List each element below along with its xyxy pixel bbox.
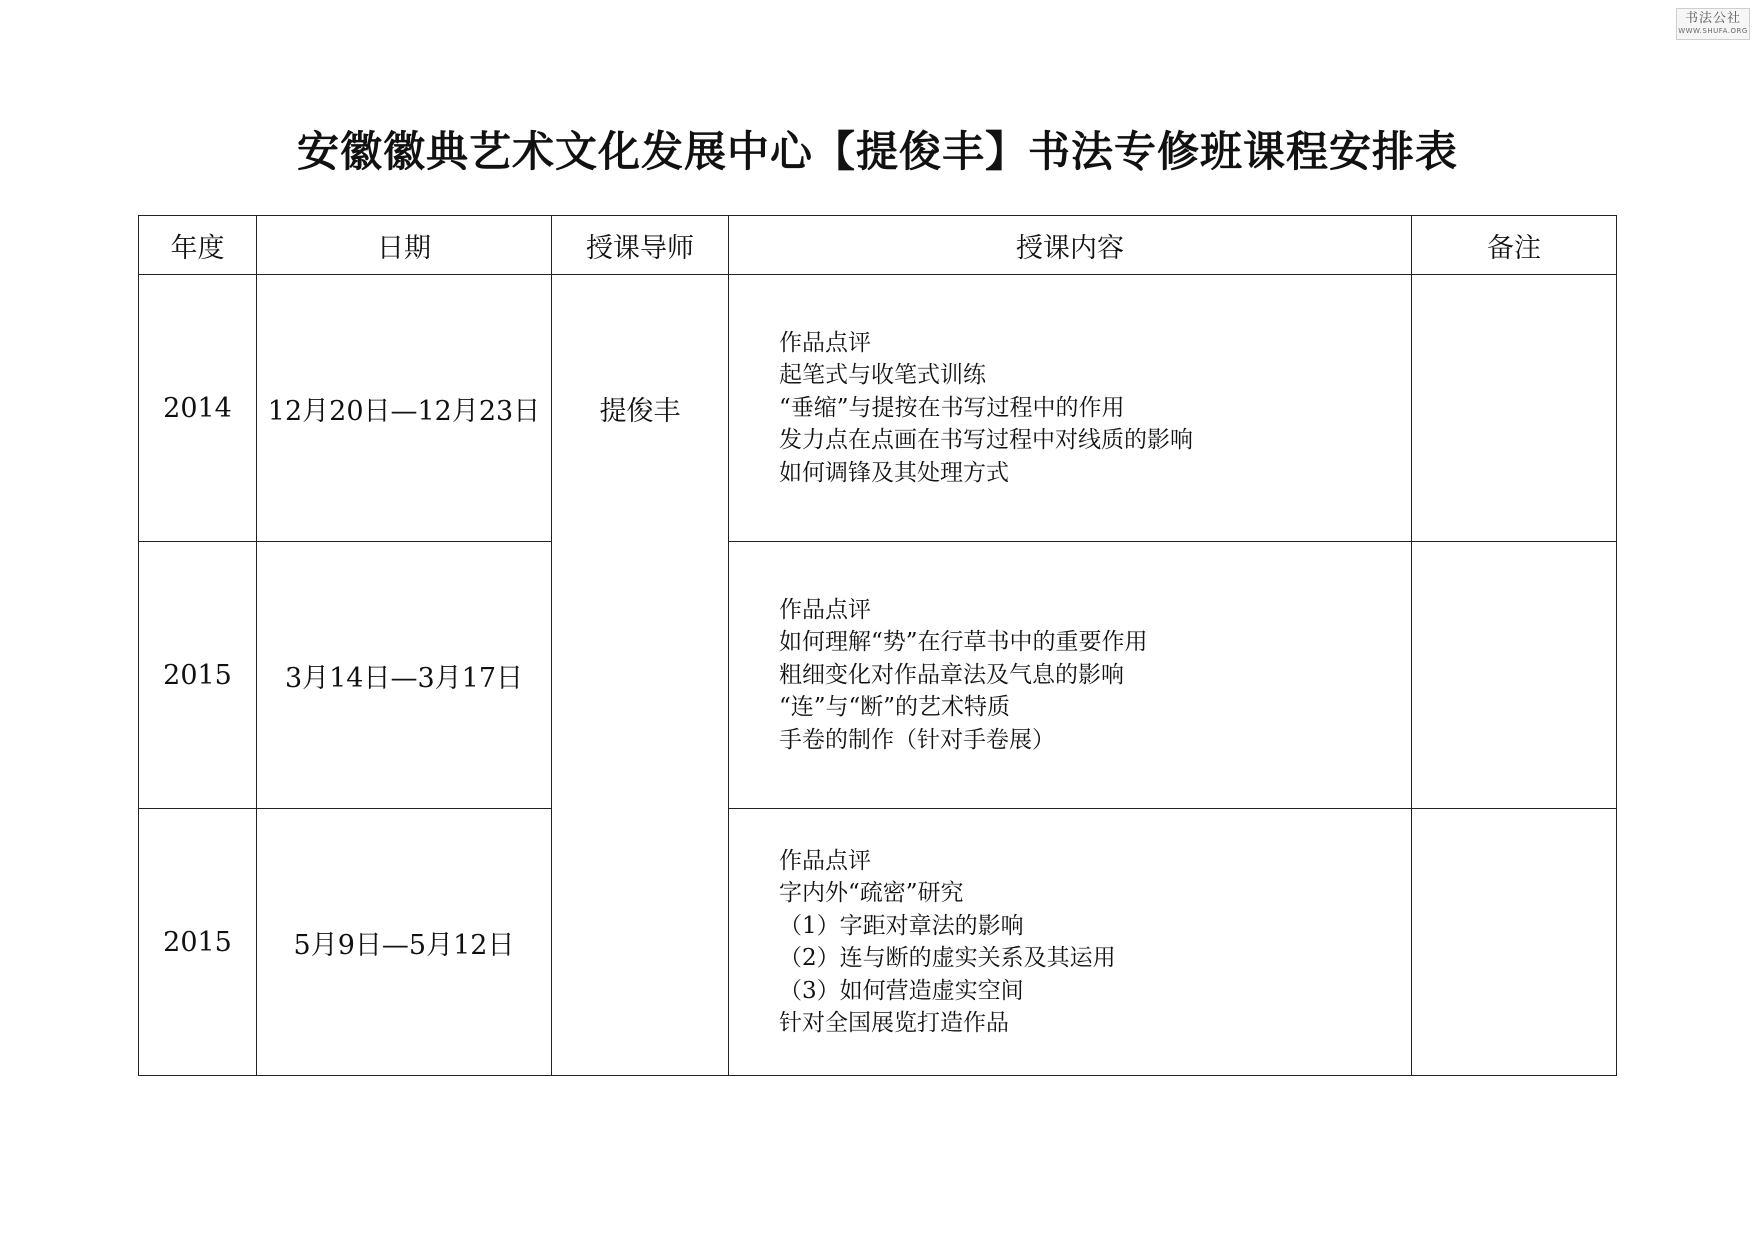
cell-remarks: [1412, 809, 1617, 1076]
cell-content: [729, 275, 1412, 542]
cell-remarks: [1412, 275, 1617, 542]
table-row: [139, 542, 1617, 809]
cell-year: 2015: [139, 809, 257, 1076]
cell-year: 2015: [139, 542, 257, 809]
list-item: 作品点评: [779, 596, 871, 623]
schedule-table: [138, 215, 1617, 1076]
list-item: 作品点评: [779, 329, 871, 356]
list-item: （3）如何营造虚实空间: [779, 977, 1024, 1004]
cell-content: [729, 542, 1412, 809]
watermark-text: 书法公社: [1684, 11, 1741, 26]
list-item: 手卷的制作（针对手卷展）: [779, 726, 1055, 753]
list-item: “连”与“断”的艺术特质: [779, 694, 1011, 721]
header-teacher: 授课导师: [552, 216, 729, 275]
table-header-row: [139, 216, 1617, 275]
content-list: [779, 845, 1411, 1040]
list-item: 作品点评: [779, 847, 871, 874]
header-content: 授课内容: [729, 216, 1412, 275]
document-title: 安徽徽典艺术文化发展中心【提俊丰】书法专修班课程安排表: [296, 127, 1458, 176]
content-list: [779, 327, 1411, 490]
list-item: （1）字距对章法的影响: [779, 912, 1024, 939]
list-item: 发力点在点画在书写过程中对线质的影响: [779, 427, 1193, 454]
watermark-logo: [1676, 8, 1750, 40]
list-item: 如何调锋及其处理方式: [779, 459, 1009, 486]
list-item: 起笔式与收笔式训练: [779, 362, 986, 389]
cell-date: 12月20日—12月23日: [257, 275, 552, 542]
header-date: 日期: [257, 216, 552, 275]
header-remarks: 备注: [1412, 216, 1617, 275]
list-item: 粗细变化对作品章法及气息的影响: [779, 661, 1124, 688]
list-item: 如何理解“势”在行草书中的重要作用: [779, 629, 1148, 656]
list-item: “垂缩”与提按在书写过程中的作用: [779, 394, 1125, 421]
cell-remarks: [1412, 542, 1617, 809]
cell-year: 2014: [139, 275, 257, 542]
cell-date: 3月14日—3月17日: [257, 542, 552, 809]
cell-date: 5月9日—5月12日: [257, 809, 552, 1076]
header-year: 年度: [139, 216, 257, 275]
content-list: [779, 594, 1411, 757]
cell-content: [729, 809, 1412, 1076]
teacher-name: 提俊丰: [599, 395, 681, 427]
table-row: [139, 275, 1617, 542]
watermark-url: WWW.SHUFA.ORG: [1678, 27, 1748, 35]
cell-teacher: [552, 275, 729, 1076]
table-row: [139, 809, 1617, 1076]
list-item: （2）连与断的虚实关系及其运用: [779, 945, 1116, 971]
list-item: 字内外“疏密”研究: [779, 880, 964, 906]
list-item: 针对全国展览打造作品: [779, 1010, 1009, 1036]
